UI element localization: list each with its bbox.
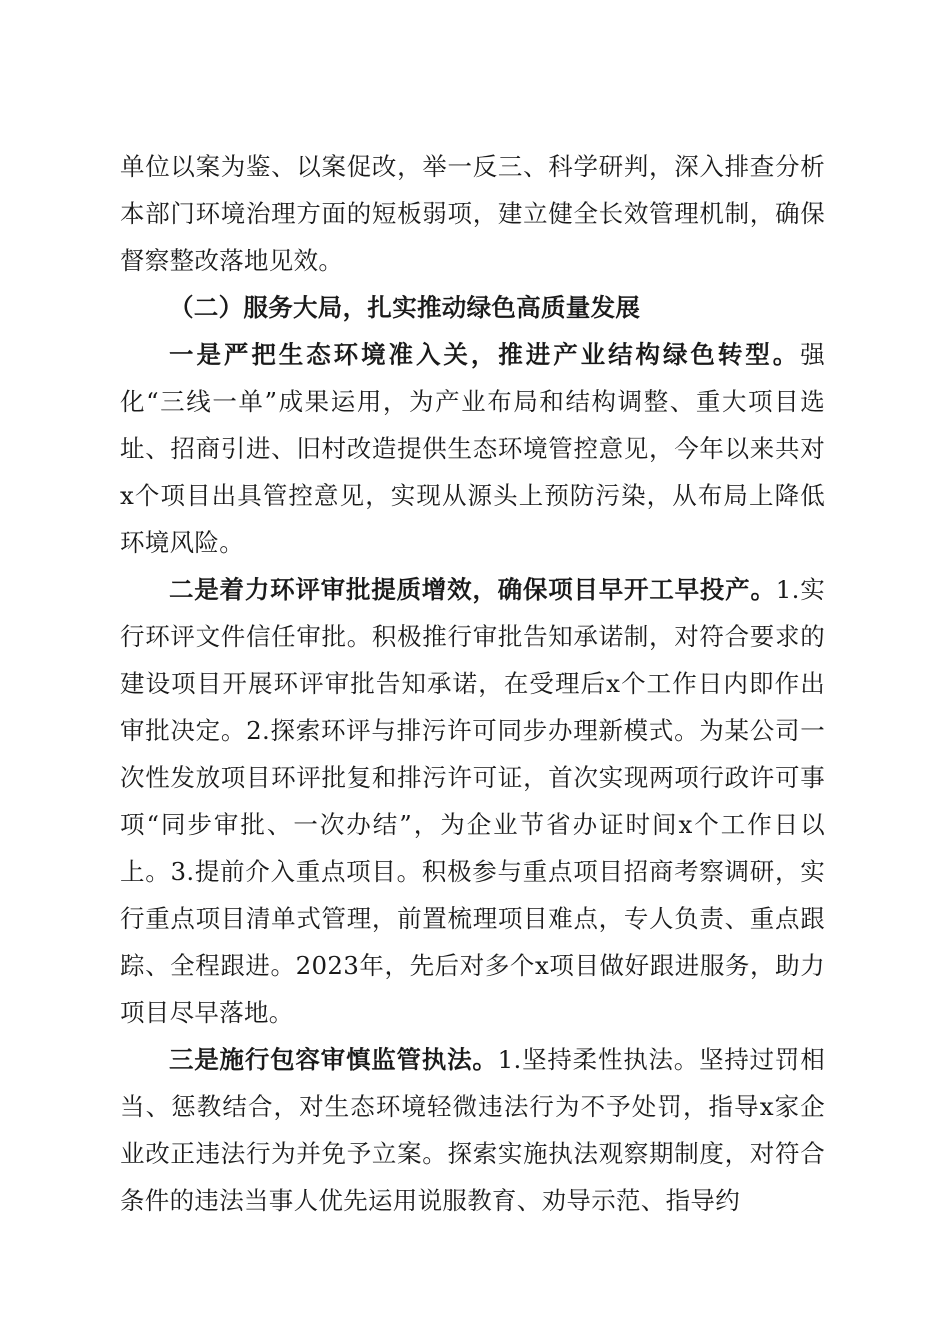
section-heading	[120, 284, 825, 331]
paragraph-lead: 三是施行包容审慎监管执法。	[169, 1045, 498, 1074]
paragraph-text: 强化“三线一单”成果运用，为产业布局和结构调整、重大项目选址、招商引进、旧村改造提供生态环境管控意见，今年以来共对x个项目出具管控意见，实现从源头上预防污染，从布局上降低环境风险。	[120, 340, 825, 557]
paragraph-text: 1.实行环评文件信任审批。积极推行审批告知承诺制，对符合要求的建设项目开展环评审批告知承诺，在受理后x个工作日内即作出审批决定。2.探索环评与排污许可同步办理新模式。为某公司一次性发放项目环评批复和排污许可证，首次实现两项行政许可事项“同步审批、一次办结”，为企业节省办证时间x个工作日以上。3.提前介入重点项目。积极参与重点项目招商考察调研，实行重点项目清单式管理，前置梳理项目难点，专人负责、重点跟踪、全程跟进。2023年，先后对多个x项目做好跟进服务，助力项目尽早落地。	[120, 575, 825, 1027]
paragraph-lead: 二是着力环评审批提质增效，确保项目早开工早投产。	[169, 575, 776, 604]
paragraph-item-3	[120, 1036, 825, 1224]
document-body	[120, 143, 825, 1224]
section-heading-text: （二）服务大局，扎实推动绿色高质量发展	[169, 293, 641, 322]
paragraph-item-2	[120, 566, 825, 1036]
paragraph-continuation	[120, 143, 825, 284]
paragraph-text: 1.坚持柔性执法。坚持过罚相当、惩教结合，对生态环境轻微违法行为不予处罚，指导x家企业改正违法行为并免予立案。探索实施执法观察期制度，对符合条件的违法当事人优先运用说服教育、劝导示范、指导约	[120, 1045, 825, 1215]
paragraph-lead: 一是严把生态环境准入关，推进产业结构绿色转型。	[169, 340, 801, 369]
paragraph-item-1	[120, 331, 825, 566]
paragraph-text: 单位以案为鉴、以案促改，举一反三、科学研判，深入排查分析本部门环境治理方面的短板弱项，建立健全长效管理机制，确保督察整改落地见效。	[120, 152, 825, 275]
